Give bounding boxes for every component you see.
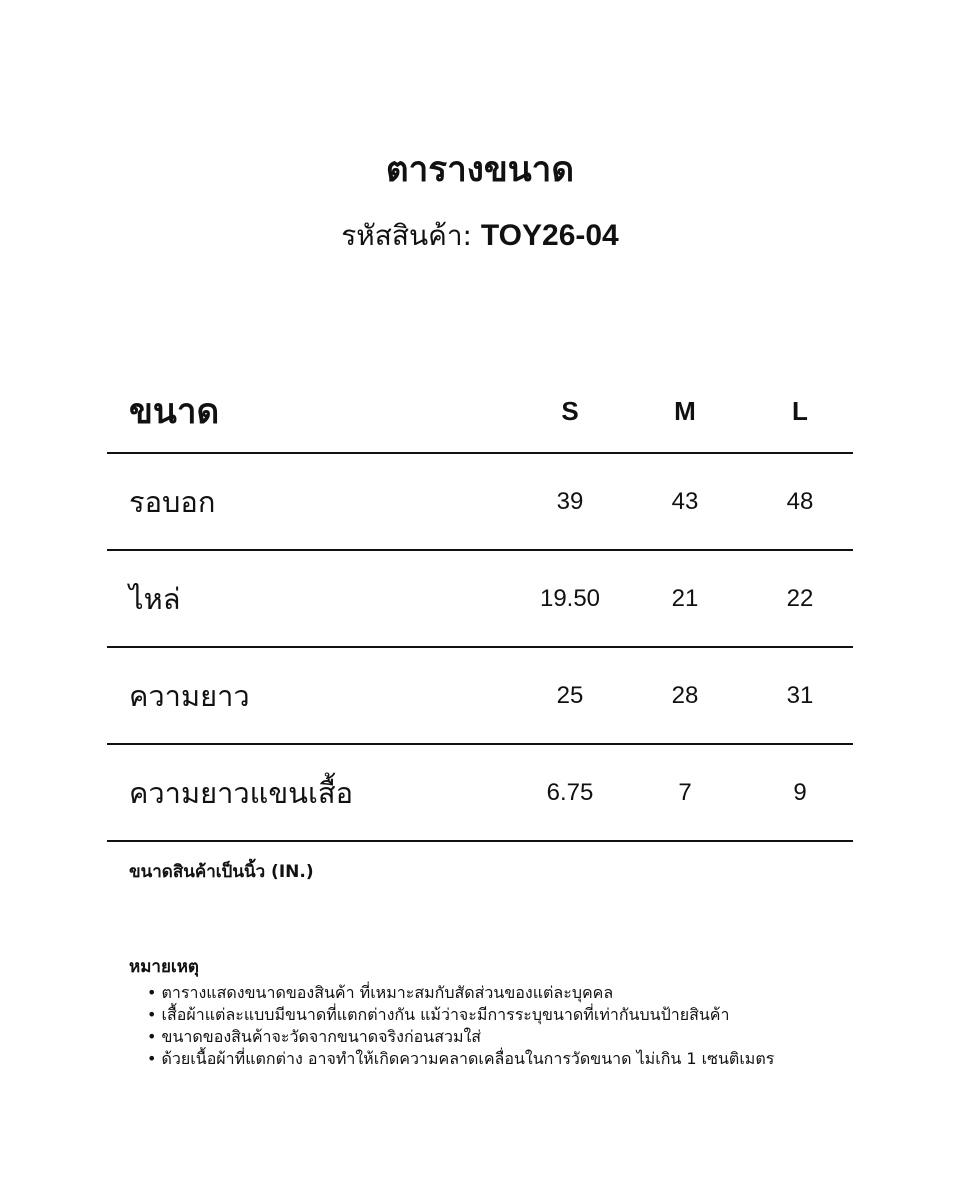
table-header-row bbox=[107, 370, 853, 454]
value-m: 7 bbox=[678, 778, 692, 806]
table-row-chest bbox=[107, 454, 853, 551]
value-l: 48 bbox=[786, 487, 814, 515]
size-table bbox=[107, 370, 853, 842]
note-item: • ตารางแสดงขนาดของสินค้า ที่เหมาะสมกับสัดส่วนของแต่ละบุคคล bbox=[147, 982, 927, 1004]
product-code-label: รหัสสินค้า: bbox=[341, 219, 472, 252]
row-label: รอบอก bbox=[129, 484, 216, 519]
notes-heading: หมายเหตุ bbox=[129, 957, 199, 977]
header-size: ขนาด bbox=[129, 391, 220, 432]
table-row-length bbox=[107, 648, 853, 745]
row-label: ความยาว bbox=[129, 678, 250, 713]
value-l: 22 bbox=[786, 584, 814, 612]
table-row-shoulder bbox=[107, 551, 853, 648]
value-s: 39 bbox=[556, 487, 584, 515]
product-code: TOY26-04 bbox=[480, 219, 619, 252]
value-s: 6.75 bbox=[546, 778, 594, 806]
unit-note: ขนาดสินค้าเป็นนิ้ว (IN.) bbox=[129, 862, 314, 882]
table-row-sleeve-length bbox=[107, 745, 853, 842]
value-m: 43 bbox=[671, 487, 699, 515]
value-s: 25 bbox=[556, 681, 584, 709]
row-label: ความยาวแขนเสื้อ bbox=[129, 775, 354, 810]
notes-list bbox=[147, 982, 927, 1070]
page-title: ตารางขนาด bbox=[385, 150, 575, 190]
value-m: 21 bbox=[671, 584, 699, 612]
value-l: 31 bbox=[786, 681, 814, 709]
value-l: 9 bbox=[793, 778, 807, 806]
row-label: ไหล่ bbox=[129, 581, 181, 616]
note-item: • ขนาดของสินค้าจะวัดจากขนาดจริงก่อนสวมใส่ bbox=[147, 1026, 927, 1048]
note-item: • ด้วยเนื้อผ้าที่แตกต่าง อาจทำให้เกิดความคลาดเคลื่อนในการวัดขนาด ไม่เกิน 1 เซนติเมตร bbox=[147, 1048, 927, 1070]
note-item: • เสื้อผ้าแต่ละแบบมีขนาดที่แตกต่างกัน แม้ว่าจะมีการระบุขนาดที่เท่ากันบนป้ายสินค้า bbox=[147, 1004, 927, 1026]
header-s: S bbox=[561, 395, 579, 426]
value-s: 19.50 bbox=[539, 584, 601, 612]
header-l: L bbox=[792, 395, 808, 426]
header-m: M bbox=[674, 395, 696, 426]
product-code-line bbox=[0, 214, 960, 258]
value-m: 28 bbox=[671, 681, 699, 709]
